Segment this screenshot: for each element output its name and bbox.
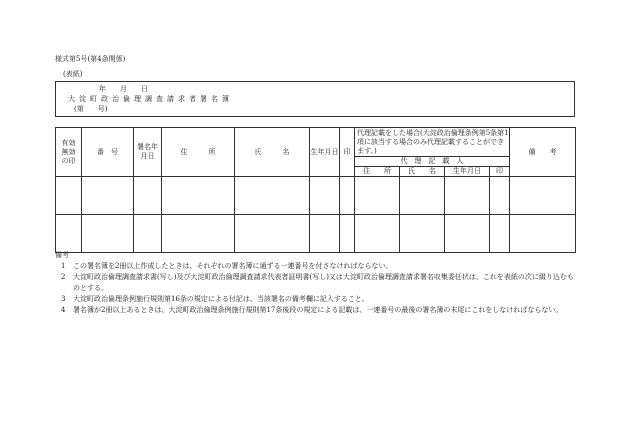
volume-number: (第 号): [74, 105, 108, 113]
col-name-header: 氏 名: [235, 128, 310, 177]
col-birth-header: 生年月日: [310, 128, 340, 177]
note-number: 4: [61, 306, 66, 314]
note-item: [55, 305, 575, 316]
note-text: この署名簿を2冊以上作成したときは、それぞれの署名簿に通ずる一連番号を付さなければならない。: [73, 262, 393, 270]
proxy-birth-header: 生年月日: [445, 167, 490, 177]
note-number: 2: [61, 273, 66, 281]
note-item: [55, 272, 575, 294]
form-number: 様式第5号(第4条関係): [55, 55, 126, 63]
note-number: 1: [61, 262, 66, 270]
col-valid-header: 有効無効の印: [56, 128, 82, 177]
proxy-header: 代理記載をした場合(大淀政治倫理条例第5条第1項に該当する場合のみ代理記載することができます。): [355, 128, 510, 157]
note-text: 大淀町政治倫理調査請求書(写し)及び大淀町政治倫理調査請求代表者証明書(写し)又は大淀町政治倫理調査請求署名収集委任状は、これを表紙の次に綴り込むものとする。: [73, 273, 574, 292]
col-remarks-header: 備 考: [510, 128, 576, 177]
col-signdate-header: 署名年月日: [134, 128, 162, 177]
notes-section: [55, 250, 575, 316]
proxy-person-header: 代 理 記 載 人: [355, 157, 510, 167]
col-seal-header: 印: [340, 128, 355, 177]
cover-title: 大淀町政治倫理調査請求者署名簿: [68, 95, 233, 103]
col-number-header: 番 号: [82, 128, 134, 177]
note-item: [55, 261, 575, 272]
proxy-address-header: 住 所: [355, 167, 400, 177]
proxy-name-header: 氏 名: [400, 167, 445, 177]
signature-table: [55, 127, 576, 253]
table-row: [56, 177, 576, 215]
proxy-seal-header: 印: [490, 167, 510, 177]
note-item: [55, 294, 575, 305]
notes-title: 備考: [55, 251, 69, 259]
note-number: 3: [61, 295, 66, 303]
date-line: 年 月 日: [99, 85, 148, 93]
col-address-header: 住 所: [162, 128, 235, 177]
note-text: 署名簿が2冊以上あるときは、大淀町政治倫理条例施行規則第17条後段の規定による記載は、一連番号の最後の署名簿の末尾にこれをしなければならない。: [73, 306, 563, 314]
table-row: [56, 215, 576, 253]
cover-box: [55, 81, 575, 117]
note-text: 大淀町政治倫理条例施行規則第16条の規定による付記は、当該署名の備考欄に記入すること。: [73, 295, 369, 303]
cover-label: (表紙): [63, 70, 83, 78]
